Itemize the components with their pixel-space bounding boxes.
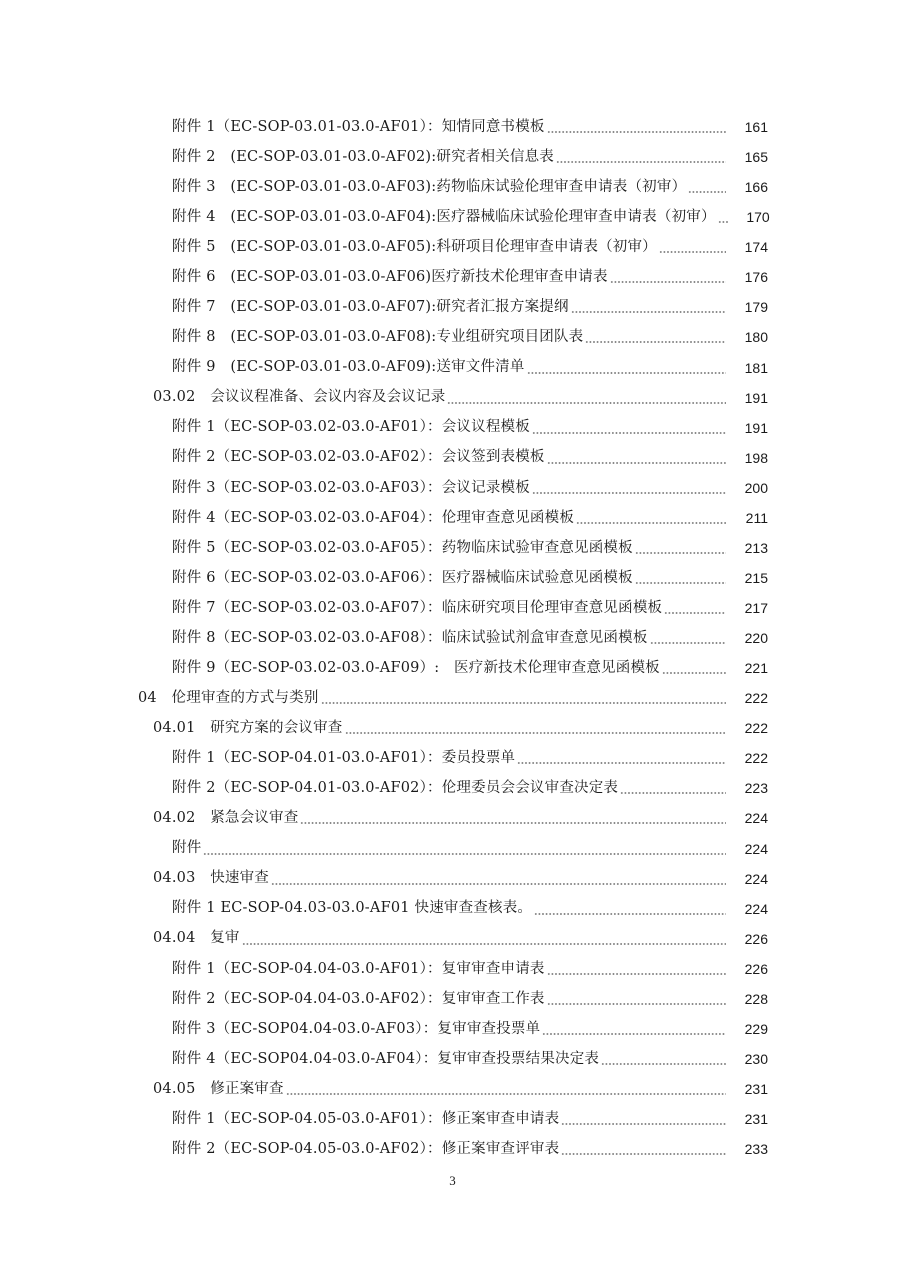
toc-dot-leader (585, 330, 726, 344)
toc-entry[interactable] (0, 803, 905, 833)
toc-entry-title: 附件 3（EC-SOP-03.02-03.0-AF03）：会议记录模板 (172, 479, 530, 496)
toc-dot-leader (635, 541, 726, 555)
toc-entry[interactable] (0, 112, 905, 142)
toc-entry-page: 222 (744, 720, 768, 737)
toc-entry-title: 04.01 研究方案的会议审查 (153, 720, 343, 737)
toc-entry[interactable] (0, 593, 905, 623)
toc-entry[interactable] (0, 292, 905, 322)
toc-entry[interactable] (0, 924, 905, 954)
toc-entry-page: 176 (744, 269, 768, 286)
toc-dot-leader (447, 391, 726, 405)
toc-entry[interactable] (0, 864, 905, 894)
toc-entry-title: 附件 3 (EC-SOP-03.01-03.0-AF03):药物临床试验伦理审查申请表（初审） (172, 178, 687, 195)
toc-entry-title: 附件 2（EC-SOP-04.04-03.0-AF02）：复审审查工作表 (172, 990, 545, 1007)
toc-entry-page: 179 (744, 299, 768, 316)
toc-entry-title: 附件 1（EC-SOP-04.01-03.0-AF01）：委员投票单 (172, 750, 516, 767)
toc-entry[interactable] (0, 1074, 905, 1104)
toc-entry[interactable] (0, 563, 905, 593)
toc-entry[interactable] (0, 834, 905, 864)
toc-entry[interactable] (0, 1014, 905, 1044)
toc-dot-leader (635, 571, 726, 585)
toc-entry[interactable] (0, 172, 905, 202)
toc-entry[interactable] (0, 262, 905, 292)
toc-entry[interactable] (0, 443, 905, 473)
toc-entry-title: 附件 2（EC-SOP-03.02-03.0-AF02）：会议签到表模板 (172, 449, 545, 466)
toc-entry-title: 附件 5（EC-SOP-03.02-03.0-AF05）：药物临床试验审查意见函模板 (172, 539, 633, 556)
toc-entry[interactable] (0, 202, 905, 232)
toc-dot-leader (532, 421, 726, 435)
toc-entry-page: 165 (744, 149, 768, 166)
toc-entry-title: 附件 8 (EC-SOP-03.01-03.0-AF08):专业组研究项目团队表 (172, 329, 584, 346)
toc-entry-page: 231 (744, 1081, 768, 1098)
toc-entry-title: 附件 (172, 840, 202, 857)
toc-entry-page: 224 (744, 840, 768, 857)
toc-entry-title: 03.02 会议议程准备、会议内容及会议记录 (153, 389, 446, 406)
toc-entry-page: 217 (744, 600, 768, 617)
toc-dot-leader (659, 240, 726, 254)
toc-entry-page: 224 (744, 810, 768, 827)
toc-entry[interactable] (0, 743, 905, 773)
toc-dot-leader (620, 781, 726, 795)
toc-entry-page: 191 (744, 389, 768, 406)
toc-entry-title: 附件 2（EC-SOP-04.01-03.0-AF02）：伦理委员会会议审查决定表 (172, 780, 619, 797)
toc-dot-leader (556, 150, 726, 164)
toc-entry[interactable] (0, 142, 905, 172)
toc-entry-title: 04.02 紧急会议审查 (153, 810, 299, 827)
toc-dot-leader (664, 601, 726, 615)
toc-entry[interactable] (0, 713, 905, 743)
toc-dot-leader (345, 721, 726, 735)
toc-entry-title: 附件 3（EC-SOP04.04-03.0-AF03）：复审审查投票单 (172, 1020, 541, 1037)
toc-entry-page: 228 (744, 990, 768, 1007)
toc-dot-leader (718, 210, 728, 224)
toc-dot-leader (561, 1112, 726, 1126)
toc-entry-page: 223 (744, 780, 768, 797)
toc-dot-leader (527, 361, 726, 375)
toc-entry[interactable] (0, 353, 905, 383)
toc-entry-title: 附件 9（EC-SOP-03.02-03.0-AF09）: 医疗新技术伦理审查意见函模板 (172, 659, 660, 676)
toc-entry-page: 224 (744, 870, 768, 887)
toc-entry-title: 附件 6 (EC-SOP-03.01-03.0-AF06)医疗新技术伦理审查申请表 (172, 269, 608, 286)
toc-entry[interactable] (0, 473, 905, 503)
toc-entry-title: 附件 1（EC-SOP-04.04-03.0-AF01）：复审审查申请表 (172, 960, 545, 977)
toc-entry-page: 180 (744, 329, 768, 346)
toc-entry-page: 233 (744, 1141, 768, 1158)
toc-entry[interactable] (0, 1044, 905, 1074)
toc-dot-leader (547, 120, 726, 134)
toc-dot-leader (532, 481, 726, 495)
toc-dot-leader (650, 631, 726, 645)
toc-entry-title: 04.04 复审 (153, 930, 240, 947)
toc-dot-leader (662, 661, 726, 675)
toc-entry-title: 附件 7 (EC-SOP-03.01-03.0-AF07):研究者汇报方案提纲 (172, 299, 569, 316)
toc-entry-page: 230 (744, 1050, 768, 1067)
toc-entry-page: 174 (744, 239, 768, 256)
toc-dot-leader (242, 932, 726, 946)
toc-entry-title: 附件 4（EC-SOP04.04-03.0-AF04）：复审审查投票结果决定表 (172, 1050, 600, 1067)
toc-dot-leader (571, 300, 726, 314)
toc-entry[interactable] (0, 623, 905, 653)
toc-entry-page: 166 (744, 179, 768, 196)
toc-entry-page: 221 (744, 660, 768, 677)
toc-entry-page: 226 (744, 960, 768, 977)
toc-dot-leader (534, 902, 726, 916)
toc-dot-leader (547, 451, 726, 465)
toc-entry-title: 附件 7（EC-SOP-03.02-03.0-AF07）：临床研究项目伦理审查意见函模板 (172, 599, 663, 616)
toc-entry[interactable] (0, 894, 905, 924)
toc-entry[interactable] (0, 1104, 905, 1134)
toc-entry-page: 161 (744, 119, 768, 136)
toc-entry-title: 附件 5 (EC-SOP-03.01-03.0-AF05):科研项目伦理审查申请表（初审） (172, 239, 657, 256)
toc-entry-page: 222 (744, 750, 768, 767)
toc-entry[interactable] (0, 773, 905, 803)
toc-dot-leader (271, 872, 726, 886)
toc-entry-title: 附件 8（EC-SOP-03.02-03.0-AF08）：临床试验试剂盒审查意见函模板 (172, 629, 648, 646)
toc-entry-title: 附件 6（EC-SOP-03.02-03.0-AF06）：医疗器械临床试验意见函模板 (172, 569, 633, 586)
toc-entry[interactable] (0, 503, 905, 533)
toc-entry[interactable] (0, 653, 905, 683)
toc-entry-page: 231 (744, 1111, 768, 1128)
toc-entry[interactable] (0, 984, 905, 1014)
toc-entry-title: 附件 4 (EC-SOP-03.01-03.0-AF04):医疗器械临床试验伦理审查申请表（初审） (172, 208, 716, 225)
toc-dot-leader (547, 992, 726, 1006)
toc-dot-leader (300, 811, 726, 825)
toc-entry-title: 附件 1（EC-SOP-03.01-03.0-AF01）：知情同意书模板 (172, 118, 545, 135)
toc-dot-leader (542, 1022, 726, 1036)
toc-entry[interactable] (0, 533, 905, 563)
toc-entry-page: 213 (744, 539, 768, 556)
toc-dot-leader (517, 751, 726, 765)
toc-entry-title: 附件 4（EC-SOP-03.02-03.0-AF04）：伦理审查意见函模板 (172, 509, 575, 526)
table-of-contents (0, 112, 905, 1164)
toc-dot-leader (688, 180, 726, 194)
toc-entry-page: 200 (744, 479, 768, 496)
toc-dot-leader (601, 1052, 726, 1066)
toc-entry-page: 226 (744, 930, 768, 947)
toc-entry[interactable] (0, 322, 905, 352)
toc-dot-leader (203, 842, 726, 856)
toc-entry-title: 附件 9 (EC-SOP-03.01-03.0-AF09):送审文件清单 (172, 359, 525, 376)
toc-entry[interactable] (0, 954, 905, 984)
toc-entry-page: 220 (744, 630, 768, 647)
toc-entry[interactable] (0, 1134, 905, 1164)
toc-entry[interactable] (0, 232, 905, 262)
page-number: 3 (449, 1173, 456, 1188)
toc-entry-title: 附件 2（EC-SOP-04.05-03.0-AF02）：修正案审查评审表 (172, 1140, 560, 1157)
toc-dot-leader (561, 1142, 726, 1156)
toc-entry-page: 198 (744, 449, 768, 466)
toc-entry-title: 附件 1（EC-SOP-04.05-03.0-AF01）：修正案审查申请表 (172, 1110, 560, 1127)
toc-entry-page: 211 (745, 509, 768, 526)
toc-entry[interactable] (0, 383, 905, 413)
toc-entry-title: 附件 1（EC-SOP-03.02-03.0-AF01）：会议议程模板 (172, 419, 530, 436)
toc-entry-page: 224 (744, 900, 768, 917)
toc-dot-leader (547, 962, 726, 976)
toc-entry-page: 215 (744, 569, 768, 586)
toc-entry-title: 04.03 快速审查 (153, 870, 270, 887)
toc-entry-page: 170 (746, 209, 770, 226)
toc-entry-page: 229 (744, 1020, 768, 1037)
toc-entry-page: 181 (744, 359, 768, 376)
toc-dot-leader (576, 511, 726, 525)
toc-entry-title: 04.05 修正案审查 (153, 1080, 284, 1097)
toc-entry-title: 04 伦理审查的方式与类别 (138, 689, 319, 706)
toc-entry-title: 附件 1 EC-SOP-04.03-03.0-AF01 快速审查查核表。 (172, 900, 533, 917)
toc-entry-page: 222 (744, 690, 768, 707)
toc-entry-page: 191 (744, 419, 768, 436)
toc-dot-leader (286, 1082, 726, 1096)
toc-dot-leader (321, 691, 726, 705)
toc-dot-leader (610, 270, 726, 284)
toc-entry[interactable] (0, 683, 905, 713)
toc-entry[interactable] (0, 413, 905, 443)
toc-entry-title: 附件 2 (EC-SOP-03.01-03.0-AF02):研究者相关信息表 (172, 148, 554, 165)
